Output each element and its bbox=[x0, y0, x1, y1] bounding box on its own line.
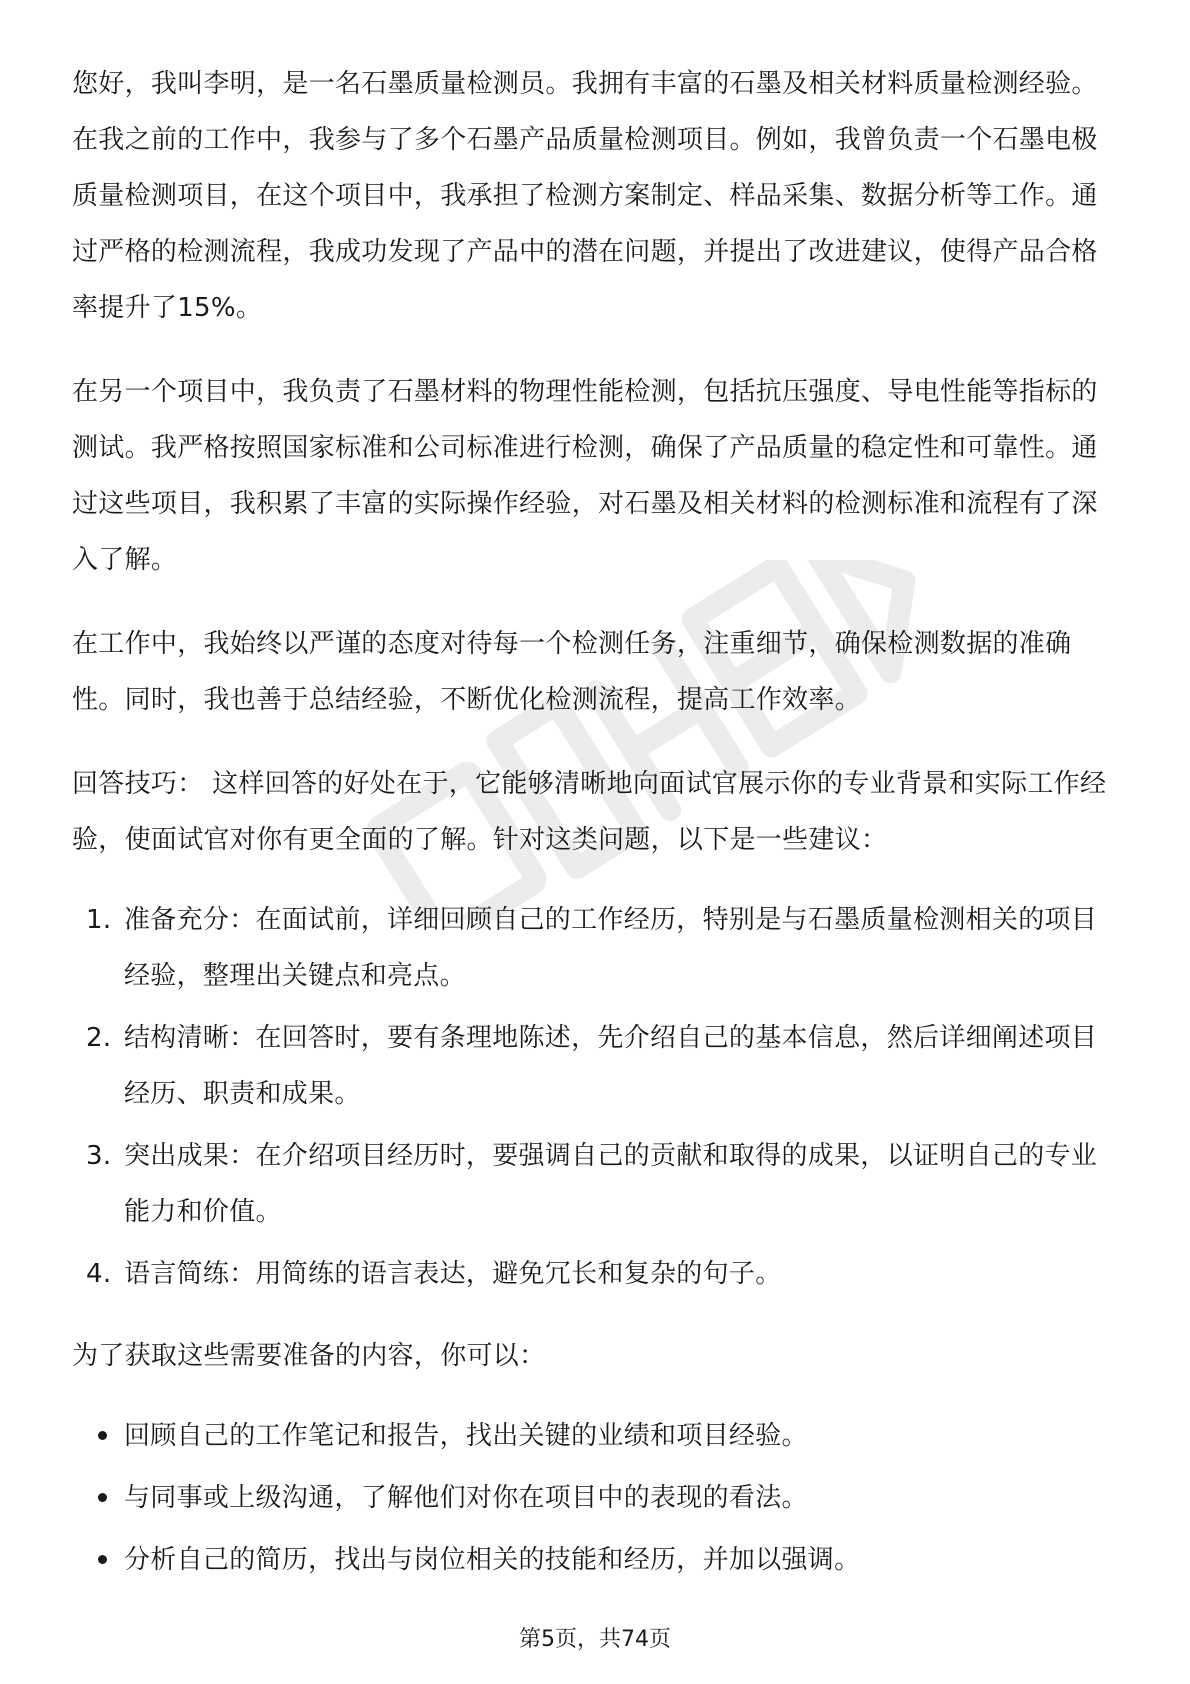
paragraph-intro: 您好，我叫李明，是一名石墨质量检测员。我拥有丰富的石墨及相关材料质量检测经验。在我之前的工作中，我参与了多个石墨产品质量检测项目。例如，我曾负责一个石墨电极质量检测项目，在这个项目中，我承担了检测方案制定、样品采集、数据分析等工作。通过严格的检测流程，我成功发现了产品中的潜在问题，并提出了改进建议，使得产品合格率提升了15%。 bbox=[72, 69, 1098, 323]
paragraph-attitude: 在工作中，我始终以严谨的态度对待每一个检测任务，注重细节，确保检测数据的准确性。同时，我也善于总结经验，不断优化检测流程，提高工作效率。 bbox=[72, 629, 1072, 715]
list-item bbox=[72, 1532, 1112, 1588]
list-item bbox=[72, 1470, 1112, 1526]
page-number-footer: 第5页，共74页 bbox=[519, 1627, 671, 1652]
list-number: 1. bbox=[86, 905, 112, 935]
list-number: 3. bbox=[86, 1141, 112, 1171]
list-number: 4. bbox=[86, 1259, 112, 1289]
list-item-text: 结构清晰：在回答时，要有条理地陈述，先介绍自己的基本信息，然后详细阐述项目经历、职责和成果。 bbox=[124, 1023, 1098, 1109]
list-item-text: 语言简练：用简练的语言表达，避免冗长和复杂的句子。 bbox=[124, 1259, 782, 1289]
bullet-icon bbox=[98, 1431, 107, 1440]
list-number: 2. bbox=[86, 1023, 112, 1053]
list-item-text: 分析自己的简历，找出与岗位相关的技能和经历，并加以强调。 bbox=[124, 1545, 861, 1575]
paragraph-ways-intro: 为了获取这些需要准备的内容，你可以： bbox=[72, 1341, 546, 1371]
document-body bbox=[72, 56, 1112, 1594]
paragraph-answer-tips: 回答技巧： 这样回答的好处在于，它能够清晰地向面试官展示你的专业背景和实际工作经验，使面试官对你有更全面的了解。针对这类问题，以下是一些建议： bbox=[72, 769, 1107, 855]
list-item-text: 回顾自己的工作笔记和报告，找出关键的业绩和项目经验。 bbox=[124, 1421, 808, 1451]
list-item bbox=[72, 1408, 1112, 1464]
list-item bbox=[72, 1246, 1112, 1302]
list-item-text: 与同事或上级沟通，了解他们对你在项目中的表现的看法。 bbox=[124, 1483, 808, 1513]
list-item bbox=[72, 1010, 1112, 1122]
tips-list bbox=[72, 892, 1112, 1302]
ways-list bbox=[72, 1408, 1112, 1588]
list-item bbox=[72, 1128, 1112, 1240]
bullet-icon bbox=[98, 1555, 107, 1564]
bullet-icon bbox=[98, 1493, 107, 1502]
list-item bbox=[72, 892, 1112, 1004]
list-item-text: 准备充分：在面试前，详细回顾自己的工作经历，特别是与石墨质量检测相关的项目经验，整理出关键点和亮点。 bbox=[124, 905, 1098, 991]
paragraph-second-project: 在另一个项目中，我负责了石墨材料的物理性能检测，包括抗压强度、导电性能等指标的测试。我严格按照国家标准和公司标准进行检测，确保了产品质量的稳定性和可靠性。通过这些项目，我积累了丰富的实际操作经验，对石墨及相关材料的检测标准和流程有了深入了解。 bbox=[72, 377, 1098, 575]
list-item-text: 突出成果：在介绍项目经历时，要强调自己的贡献和取得的成果，以证明自己的专业能力和价值。 bbox=[124, 1141, 1098, 1227]
